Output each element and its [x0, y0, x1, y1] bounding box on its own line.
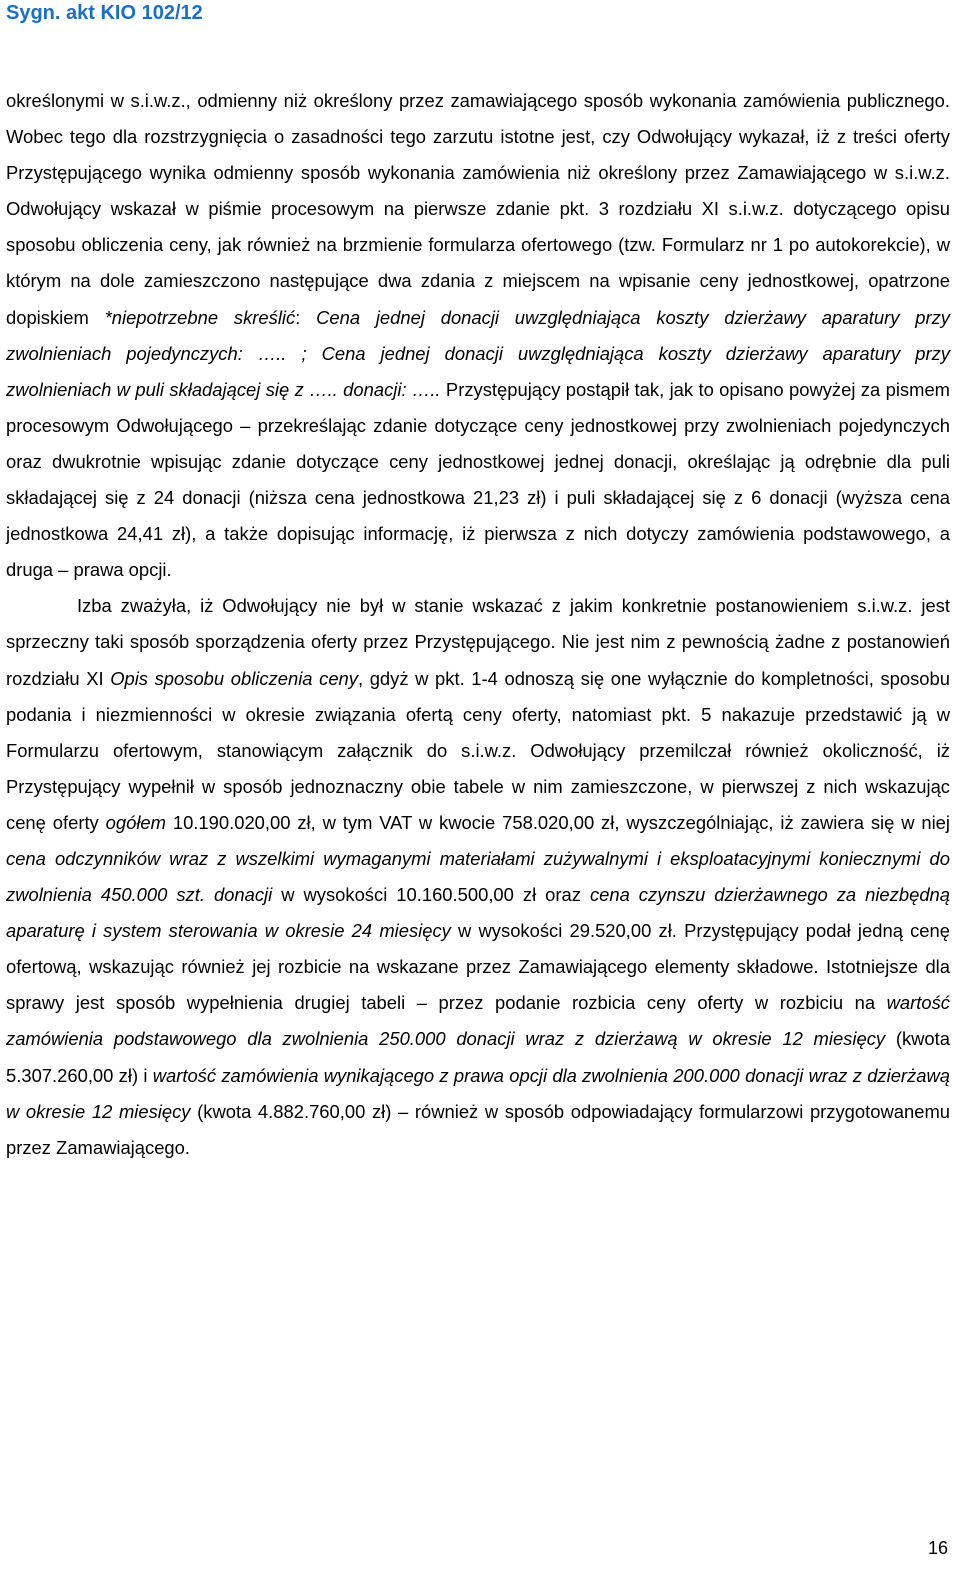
italic-text-run: wartość zamówienia podstawowego dla zwolnienia 250.000 donacji wraz z dzierżawą w okresie 12 miesięcy [6, 992, 950, 1050]
page-number: 16 [927, 1538, 948, 1558]
text-run: określonymi w s.i.w.z., odmienny niż określony przez zamawiającego sposób wykonania zamówienia publicznego. Wobec tego dla rozstrzygnięcia o zasadności tego zarzutu istotne jest, czy Odwołujący wykazał, iż z treści oferty Przystępującego wynika odmienny sposób wykonania zamówienia niż określony przez Zamawiającego w s.i.w.z. Odwołujący wskazał w piśmie procesowym na pierwsze zdanie pkt. 3 rozdziału XI s.i.w.z. dotyczącego opisu sposobu obliczenia ceny, jak również na brzmienie formularza ofertowego (tzw. Formularz nr 1 po autokorekcie), w którym na dole zamieszczono następujące dwa zdania z miejscem na wpisanie ceny jednostkowej, opatrzone dopiskiem [6, 90, 950, 328]
document-body [6, 83, 950, 1166]
text-run: Izba zważyła, iż Odwołujący nie był w stanie wskazać z jakim konkretnie postanowieniem s.i.w.z. jest sprzeczny taki sposób sporządzenia oferty przez Przystępującego. Nie jest nim z pewnością żadne z postanowień rozdziału XI [6, 595, 950, 689]
text-run: Przystępujący postąpił tak, jak to opisano powyżej za pismem procesowym Odwołującego – przekreślając zdanie dotyczące ceny jednostkowej przy zwolnieniach pojedynczych oraz dwukrotnie wpisując zdanie dotyczące ceny jednostkowej jednej donacji, określając ją odrębnie dla puli składającej się z 24 donacji (niższa cena jednostkowa 21,23 zł) i puli składającej się z 6 donacji (wyższa cena jednostkowa 24,41 zł), a także dopisując informację, iż pierwsza z nich dotyczy zamówienia podstawowego, a druga – prawa opcji. [6, 378, 950, 581]
text-run: : [295, 306, 317, 328]
case-signature: Sygn. akt KIO 102/12 [6, 2, 203, 24]
paragraph-1 [6, 83, 950, 588]
text-run: 10.190.020,00 zł, w tym VAT w kwocie 758.020,00 zł, wyszczególniając, iż zawiera się w niej [165, 811, 950, 833]
italic-text-run: ogółem [105, 811, 166, 833]
italic-text-run: wartość zamówienia wynikającego z prawa opcji dla zwolnienia 200.000 donacji wraz z dzierżawą w okresie 12 miesięcy [6, 1064, 950, 1122]
italic-text-run: cena czynszu dzierżawnego za niezbędną aparaturę i system sterowania w okresie 24 miesięcy [6, 884, 950, 942]
italic-text-run: *niepotrzebne skreślić [104, 306, 296, 328]
text-run: w wysokości 10.160.500,00 zł oraz [272, 884, 590, 906]
text-run: (kwota 5.307.260,00 zł) i [6, 1028, 950, 1086]
text-run: , gdyż w pkt. 1-4 odnoszą się one wyłącznie do kompletności, sposobu podania i niezmienności w okresie związania ofertą ceny oferty, natomiast pkt. 5 nakazuje przedstawić ją w Formularzu ofertowym, stanowiącym załącznik do s.i.w.z. Odwołujący przemilczał również okoliczność, iż Przystępujący wypełnił w sposób jednoznaczny obie tabele w nim zamieszczone, w pierwszej z nich wskazując cenę oferty [6, 667, 950, 833]
text-run: (kwota 4.882.760,00 zł) – również w sposób odpowiadający formularzowi przygotowanemu przez Zamawiającego. [6, 1100, 950, 1158]
text-run: w wysokości 29.520,00 zł. Przystępujący podał jedną cenę ofertową, wskazując również jej rozbicie na wskazane przez Zamawiającego elementy składowe. Istotniejsze dla sprawy jest sposób wypełnienia drugiej tabeli – przez podanie rozbicia ceny oferty w rozbiciu na [6, 920, 950, 1014]
italic-text-run: Cena jednej donacji uwzględniająca koszty dzierżawy aparatury przy zwolnieniach pojedynczych: ….. ; Cena jednej donacji uwzględniająca koszty dzierżawy aparatury przy zwolnieniach w puli składającej się z ….. donacji: ….. [6, 306, 950, 400]
paragraph-2 [6, 588, 950, 1166]
italic-text-run: cena odczynników wraz z wszelkimi wymaganymi materiałami zużywalnymi i eksploatacyjnymi koniecznymi do zwolnienia 450.000 szt. donacji [6, 847, 950, 906]
italic-text-run: Opis sposobu obliczenia ceny [110, 667, 358, 689]
